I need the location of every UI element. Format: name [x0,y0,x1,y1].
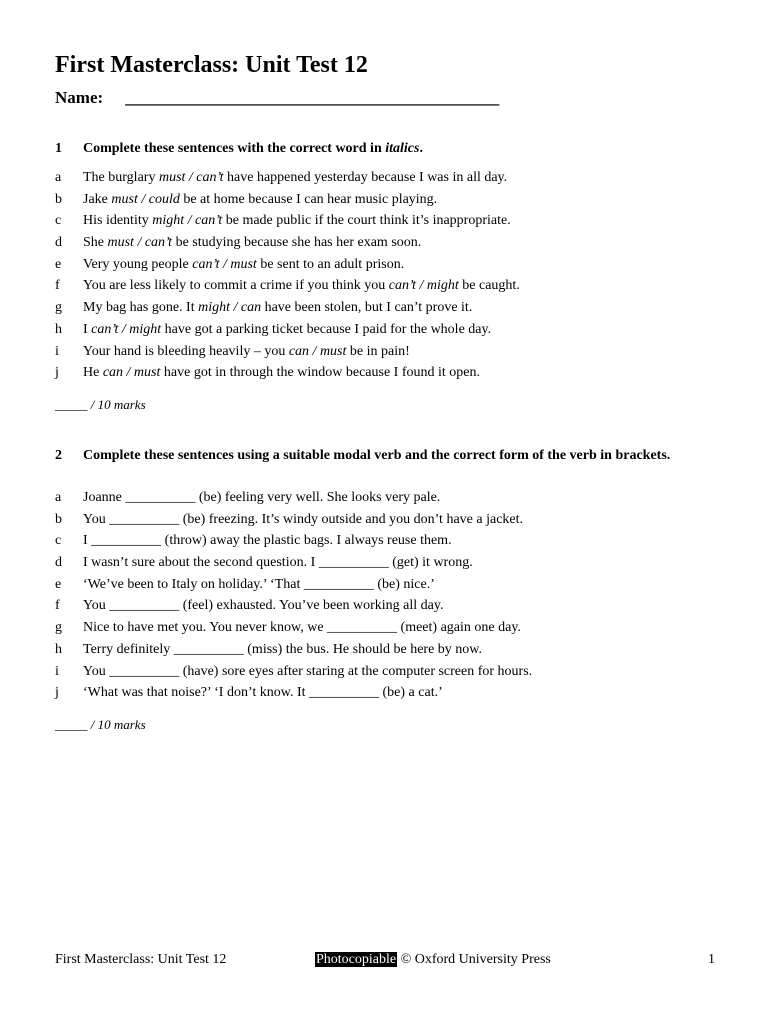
item-letter: c [55,533,62,549]
item-text [83,297,472,319]
item-letter: e [55,576,62,592]
item-text-end: be caught. [458,278,520,294]
section-2-list [55,487,680,704]
item-text: I wasn’t sure about the second question. I __________ (get) it wrong. [83,555,473,571]
footer-copyright [315,950,551,970]
name-label: Name: [55,88,104,107]
item-choice: can / must [102,365,161,381]
item-text: Nice to have met you. You never know, we __________ (meet) again one day. [83,620,521,636]
item-choice: might / can’t [152,213,223,229]
list-item [55,661,680,683]
item-text: You __________ (feel) exhausted. You’ve been working all day. [83,598,444,614]
footer-title: First Masterclass: Unit Test 12 [55,952,227,967]
item-letter: i [55,343,59,359]
item-text-end: be studying because she has her exam soon. [172,235,422,251]
item-choice: might / can [198,300,262,316]
item-letter: h [55,641,62,657]
list-item [55,362,680,384]
list-item [55,275,680,297]
item-text: You __________ (have) sore eyes after staring at the computer screen for hours. [83,663,533,679]
item-letter: b [55,191,62,207]
item-choice: can’t / might [91,321,162,337]
list-item [55,297,680,319]
item-text [83,275,520,297]
item-text-start: She [83,235,108,251]
item-letter: f [55,278,60,294]
section-2-instruction: Complete these sentences using a suitable modal verb and the correct form of the verb in brackets. [83,448,671,463]
list-item [55,341,680,363]
list-item [55,574,680,596]
list-item [55,487,680,509]
instruction-text: Complete these sentences with the correct word in [83,141,386,156]
item-text: Terry definitely __________ (miss) the bus. He should be here by now. [83,641,482,657]
item-text-end: have been stolen, but I can’t prove it. [261,300,473,316]
item-text [83,210,511,232]
list-item [55,682,680,704]
list-item [55,617,680,639]
instruction-italic: italics [385,141,420,156]
item-text-end: be sent to an adult prison. [256,256,405,272]
section-1-list [55,167,680,384]
section-2-heading [55,446,680,466]
list-item [55,552,680,574]
item-text [83,341,410,363]
item-letter: d [55,555,62,571]
page-footer [55,950,715,970]
item-letter: j [55,365,59,381]
item-letter: i [55,663,59,679]
item-text [83,362,480,384]
item-choice: must / could [111,191,180,207]
list-item [55,189,680,211]
item-text: I __________ (throw) away the plastic bags. I always reuse them. [83,533,452,549]
list-item [55,319,680,341]
item-text [83,167,507,189]
section-2-number: 2 [55,448,62,463]
item-choice: can’t / might [388,278,459,294]
list-item [55,639,680,661]
page-number: 1 [708,952,715,967]
list-item [55,530,680,552]
name-field [55,88,499,108]
item-choice: must / can’t [158,170,224,185]
section-2-marks: _____ / 10 marks [55,717,146,732]
item-letter: a [55,490,62,505]
name-blank: ____________________________________________ [125,88,500,107]
item-text: You __________ (be) freezing. It’s windy outside and you don’t have a jacket. [83,511,524,527]
item-text-end: have happened yesterday because I was in all day. [223,170,508,185]
publisher-text: © Oxford University Press [397,952,551,967]
item-letter: a [55,170,62,185]
section-1-heading [55,139,680,159]
list-item [55,595,680,617]
item-text-start: He [83,365,103,381]
list-item [55,254,680,276]
item-text [83,254,404,276]
item-letter: d [55,235,62,251]
item-text [83,232,421,254]
item-text: Joanne __________ (be) feeling very well. She looks very pale. [83,490,441,505]
item-text: ‘We’ve been to Italy on holiday.’ ‘That __________ (be) nice.’ [83,576,435,592]
item-choice: must / can’t [107,235,173,251]
item-letter: j [55,685,59,701]
item-text-start: Your hand is bleeding heavily – you [83,343,289,359]
item-choice: can’t / must [192,256,257,272]
item-choice: can / must [288,343,347,359]
item-text-end: be in pain! [346,343,410,359]
item-text-end: be at home because I can hear music playing. [179,191,438,207]
item-text-start: His identity [83,213,153,229]
item-letter: f [55,598,60,614]
item-text-start: Jake [83,191,112,207]
list-item [55,232,680,254]
item-letter: c [55,213,62,229]
item-letter: g [55,300,62,316]
section-1-number: 1 [55,141,62,156]
instruction-end: . [419,141,423,156]
item-text-end: be made public if the court think it’s inappropriate. [222,213,511,229]
item-text: ‘What was that noise?’ ‘I don’t know. It __________ (be) a cat.’ [83,685,443,701]
item-letter: h [55,321,62,337]
photocopiable-badge: Photocopiable [316,952,397,967]
item-text-start: Very young people [83,256,193,272]
item-text-end: have got a parking ticket because I paid for the whole day. [161,321,492,337]
list-item [55,509,680,531]
item-letter: e [55,256,62,272]
item-letter: b [55,511,62,527]
item-text-start: The burglary [83,170,159,185]
item-text [83,319,491,341]
item-text [83,189,437,211]
section-1-marks: _____ / 10 marks [55,397,146,412]
list-item [55,167,680,189]
item-letter: g [55,620,62,636]
item-text-start: My bag has gone. It [83,300,199,316]
item-text-start: I [83,321,92,337]
list-item [55,210,680,232]
page-title: First Masterclass: Unit Test 12 [55,52,368,78]
item-text-end: have got in through the window because I found it open. [160,365,480,381]
item-text-start: You are less likely to commit a crime if you think you [83,278,389,294]
section-1-instruction [83,139,680,159]
